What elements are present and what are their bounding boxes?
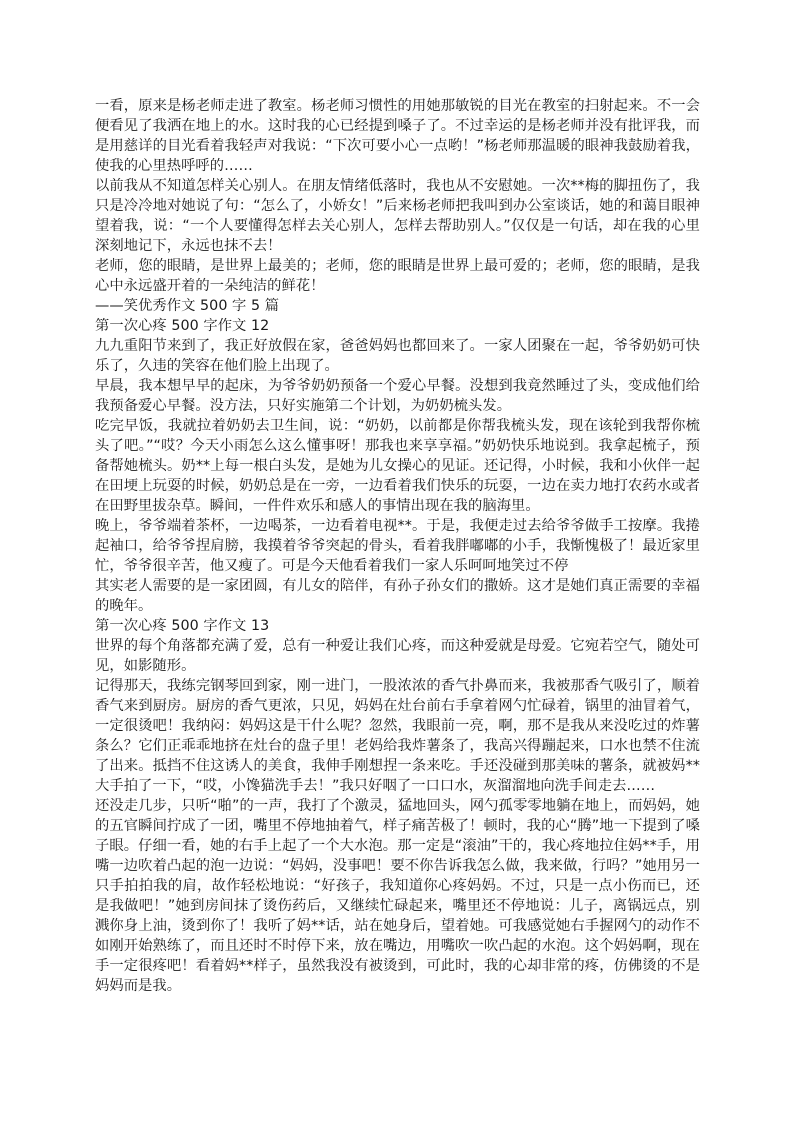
- document-page: [95, 96, 700, 996]
- paragraph-morning: 早晨，我本想早早的起床，为爷爷奶奶预备一个爱心早餐。没想到我竟然睡过了头，变成他们给我预备爱心早餐。没方法，只好实施第二个计划，为奶奶梳头发。: [95, 378, 700, 414]
- paragraph-teacher-eyes: 老师，您的眼睛，是世界上最美的；老师，您的眼睛是世界上最可爱的；老师，您的眼睛，是我心中永远盛开着的一朵纯洁的鲜花！: [95, 258, 700, 294]
- paragraph-kitchen-fries: 记得那天，我练完钢琴回到家，刚一进门，一股浓浓的香气扑鼻而来，我被那香气吸引了，顺着香气来到厨房。厨房的香气更浓，只见，妈妈在灶台前右手拿着网勺忙碌着，锅里的油冒着气，一定很烫吧！我纳闷：妈妈这是干什么呢？忽然，我眼前一亮，啊，那不是我从来没吃过的炸薯条么？它们正乖乖地挤在灶台的盘子里！老妈给我炸薯条了，我高兴得蹦起来，口水也禁不住流了出来。抵挡不住这诱人的美食，我伸手刚想捏一条来吃。手还没碰到那美味的薯条，就被妈**大手拍了一下，“哎，小馋猫洗手去！”我只好咽了一口口水，灰溜溜地向洗手间走去……: [95, 678, 700, 794]
- essay-title-13: 第一次心疼 500 字作文 13: [95, 618, 270, 634]
- paragraph-mother-love: 世界的每个角落都充满了爱，总有一种爱让我们心疼，而这种爱就是母爱。它宛若空气，随处可见，如影随形。: [95, 638, 700, 674]
- essay-title-12: 第一次心疼 500 字作文 12: [95, 318, 270, 334]
- paragraph-teacher-advice: 以前我从不知道怎样关心别人。在朋友情绪低落时，我也从不安慰她。一次**梅的脚扭伤了，我只是冷冷地对她说了句：“怎么了，小娇女！”后来杨老师把我叫到办公室谈话，她的和蔼目眼神望着我，说：“一个人要懂得怎样去关心别人，怎样去帮助别人。”仅仅是一句话，却在我的心里深刻地记下，永远也抹不去！: [95, 178, 700, 254]
- paragraph-mother-burn: 还没走几步，只听“啪”的一声，我打了个激灵，猛地回头，网勺孤零零地躺在地上，而妈妈，她的五官瞬间拧成了一团，嘴里不停地抽着气，样子痛苦极了！顿时，我的心“腾”地一下提到了嗓子眼。仔细一看，她的右手上起了一个大水泡。那一定是“滚油”干的，我心疼地拉住妈**手，用嘴一边吹着凸起的泡一边说：“妈妈，没事吧！要不你告诉我怎么做，我来做，行吗？”她用另一只手拍拍我的肩，故作轻松地说：“好孩子，我知道你心疼妈妈。不过，只是一点小伤而已，还是我做吧！”她到房间抹了烫伤药后，又继续忙碌起来，嘴里还不停地说：儿子，离锅远点，别溅你身上油，烫到你了！我听了妈**话，站在她身后，望着她。可我感觉她右手握网勺的动作不如刚开始熟练了，而且还时不时停下来，放在嘴边，用嘴吹一吹凸起的水泡。这个妈妈啊，现在手一定很疼吧！看着妈**样子，虽然我没有被烫到，可此时，我的心却非常的疼，仿佛烫的不是妈妈而是我。: [95, 798, 700, 994]
- paragraph-evening-massage: 晚上，爷爷端着茶杯，一边喝茶，一边看着电视**。于是，我便走过去给爷爷做手工按摩。我捲起袖口，给爷爷捏肩膀，我摸着爷爷突起的骨头，看着我胖嘟嘟的小手，我惭愧极了！最近家里忙，爷爷很辛苦，他又瘦了。可是今天他看着我们一家人乐呵呵地笑过不停: [95, 518, 700, 574]
- paragraph-teacher-notice-water: 一看，原来是杨老师走进了教室。杨老师习惯性的用她那敏锐的目光在教室的扫射起来。不一会便看见了我洒在地上的水。这时我的心已经提到嗓子了。不过幸运的是杨老师并没有批评我，而是用慈详的目光看着我轻声对我说：“下次可要小心一点哟！”杨老师那温暖的眼神我鼓励着我，使我的心里热呼呼的……: [95, 98, 700, 174]
- paragraph-comb-hair: 吃完早饭，我就拉着奶奶去卫生间，说：“奶奶，以前都是你帮我梳头发，现在该轮到我帮你梳头了吧。”“哎？今天小雨怎么这么懂事呀！那我也来享享福。”奶奶快乐地说到。我拿起梳子，预备帮她梳头。奶**上每一根白头发，是她为儿女操心的见证。还记得，小时候，我和小伙伴一起在田埂上玩耍的时候，奶奶总是在一旁，一边看着我们快乐的玩耍，一边在卖力地打农药水或者在田野里拔杂草。瞬间，一件件欢乐和感人的事情出现在我的脑海里。: [95, 418, 700, 514]
- essay-collection-label: ——笑优秀作文 500 字 5 篇: [95, 298, 280, 314]
- paragraph-double-ninth: 九九重阳节来到了，我正好放假在家，爸爸妈妈也都回来了。一家人团聚在一起，爷爷奶奶可快乐了，久违的笑容在他们脸上出现了。: [95, 338, 700, 374]
- paragraph-elderly-needs: 其实老人需要的是一家团圆，有儿女的陪伴，有孙子孙女们的撒娇。这才是她们真正需要的幸福的晚年。: [95, 578, 700, 614]
